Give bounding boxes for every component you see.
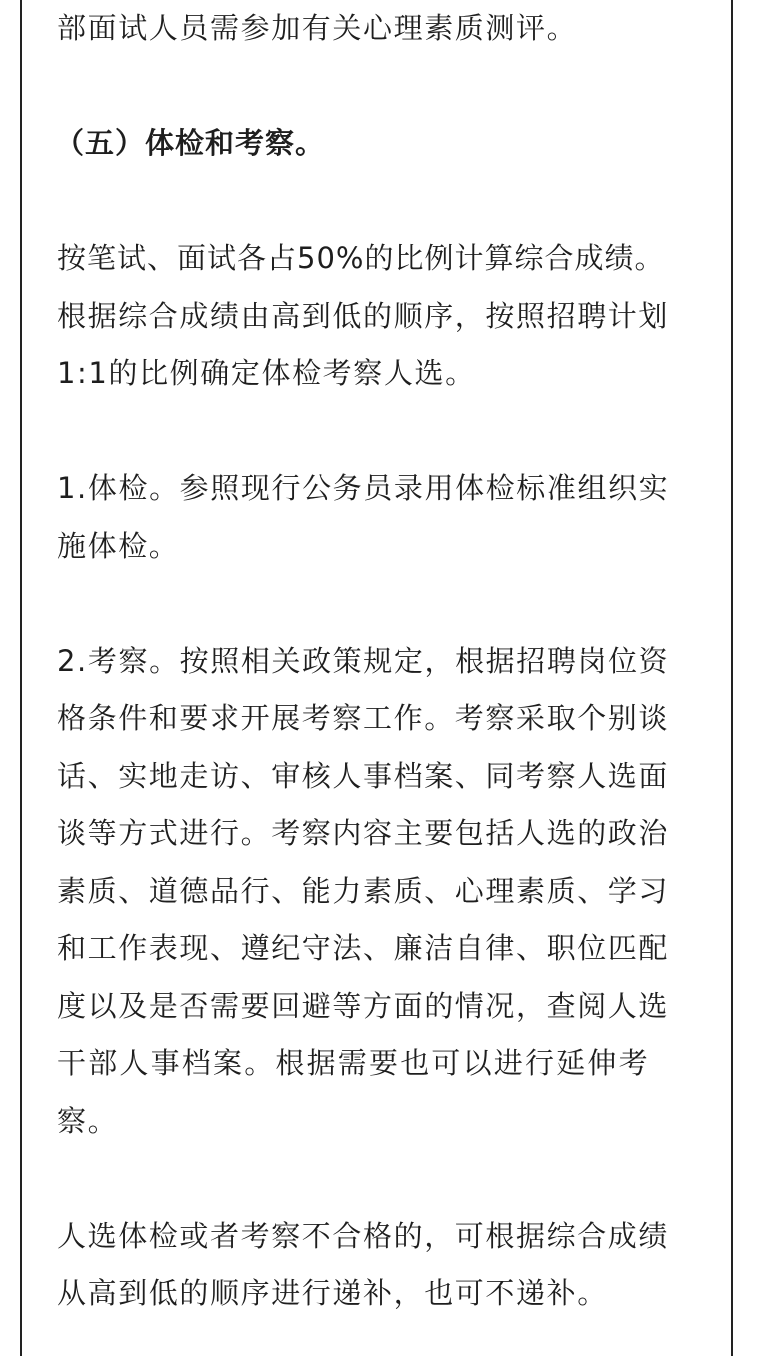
text-line: 部面试人员需参加有关心理素质测评。 — [57, 11, 578, 45]
paragraph-replacement — [57, 1208, 697, 1323]
text-line: 察。 — [57, 1103, 119, 1138]
text-line: 话、实地走访、审核人事档案、同考察人选面 — [57, 758, 670, 793]
paragraph-gap — [57, 1150, 697, 1208]
section-heading-text: （五）体检和考察。 — [55, 126, 326, 160]
text-line: 施体检。 — [57, 528, 180, 563]
text-line: 度以及是否需要回避等方面的情况，查阅人选 — [57, 988, 670, 1023]
text-line: 按笔试、面试各占50%的比例计算综合成绩。 — [57, 241, 665, 275]
document-body — [57, 0, 697, 1323]
paragraph-physical-exam — [57, 460, 697, 575]
text-line: 和工作表现、遵纪守法、廉洁自律、职位匹配 — [57, 931, 670, 965]
text-line: 根据综合成绩由高到低的顺序，按照招聘计划 — [57, 298, 670, 333]
text-line: 素质、道德品行、能力素质、心理素质、学习 — [57, 873, 670, 908]
text-line: 2.考察。按照相关政策规定，根据招聘岗位资 — [57, 643, 670, 678]
text-line: 谈等方式进行。考察内容主要包括人选的政治 — [57, 816, 670, 850]
paragraph-scoring — [57, 230, 697, 403]
paragraph-inspection — [57, 633, 697, 1151]
paragraph-intro-tail — [57, 0, 697, 58]
text-line: 人选体检或者考察不合格的，可根据综合成绩 — [57, 1218, 670, 1253]
section-heading — [57, 115, 697, 173]
paragraph-gap — [57, 173, 697, 231]
text-line: 干部人事档案。根据需要也可以进行延伸考 — [57, 1046, 650, 1080]
paragraph-gap — [57, 575, 697, 633]
text-line: 从高到低的顺序进行递补，也可不递补。 — [57, 1276, 608, 1310]
paragraph-gap — [57, 58, 697, 116]
paragraph-gap — [57, 403, 697, 461]
text-line: 1:1的比例确定体检考察人选。 — [57, 356, 476, 390]
text-line: 格条件和要求开展考察工作。考察采取个别谈 — [57, 701, 670, 735]
text-line: 1.体检。参照现行公务员录用体检标准组织实 — [57, 471, 670, 505]
